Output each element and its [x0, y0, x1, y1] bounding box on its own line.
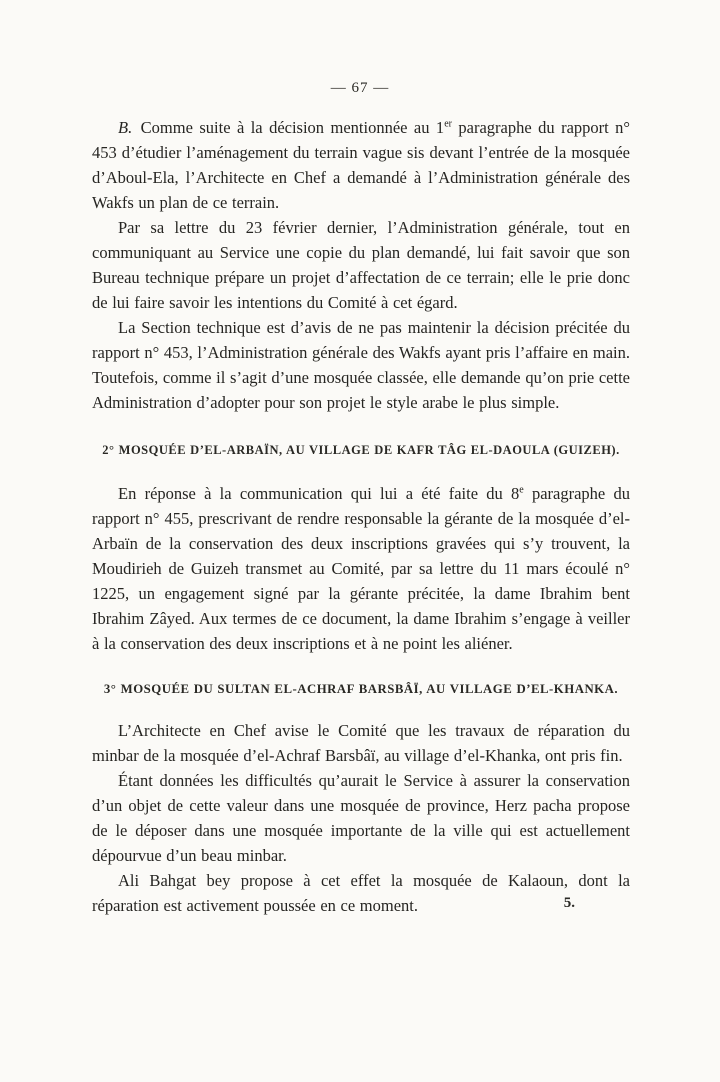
sheet-signature-mark: 5. — [563, 895, 575, 911]
paragraph: La Section technique est d’avis de ne pas maintenir la décision précitée du rapport n° 453, l’Administration générale des Wakfs ayant pris l’affaire en main. Toutefois, comme il s’agit d’une mosquée classée, elle demande qu’on prie cette Administration d’adopter pour son projet le style arabe le plus simple. — [92, 318, 630, 412]
ordinal-superscript: er — [444, 118, 452, 130]
paragraph-text: En réponse à la communication qui lui a été faite du 8 — [118, 484, 520, 503]
paragraph: L’Architecte en Chef avise le Comité que les travaux de réparation du minbar de la mosquée d’el-Achraf Barsbâï, au village d’el-Khanka, ont pris fin. — [92, 721, 630, 765]
text-block — [0, 115, 720, 915]
paragraph: Ali Bahgat bey propose à cet effet la mosquée de Kalaoun, dont la réparation est activement poussée en ce moment. — [92, 871, 630, 915]
paragraph-text: paragraphe du rapport n° 455, prescrivant de rendre responsable la gérante de la mosquée d’el-Arbaïn de la conservation des deux inscriptions gravées qui s’y trouvent, la Moudirieh de Guizeh transmet au Comité, par sa lettre du 11 mars écoulé n° 1225, un engagement signé par la gérante précitée, la dame Ibrahim bent Ibrahim Zâyed. Aux termes de ce document, la dame Ibrahim s’engage à veiller à la conservation des deux inscriptions et à ne point les aliéner. — [92, 484, 630, 653]
paragraph — [92, 481, 630, 656]
paragraph: Par sa lettre du 23 février dernier, l’Administration générale, tout en communiquant au Service une copie du plan demandé, lui fait savoir que son Bureau technique prépare un projet d’affectation de ce terrain; elle le prie donc de lui faire savoir les intentions du Comité à cet égard. — [92, 218, 630, 312]
paragraph-lead-letter: B. — [118, 118, 133, 137]
paragraph-text: paragraphe du rapport n° 453 d’étudier l’aménagement du terrain vague sis devant l’entrée de la mosquée d’Aboul-Ela, l’Architecte en Chef a demandé à l’Administration générale des Wakfs un plan de ce terrain. — [92, 118, 631, 212]
section-heading-mosquee-barsbai: 3° MOSQUÉE DU SULTAN EL-ACHRAF BARSBÂÏ, AU VILLAGE D’EL-KHANKA. — [103, 682, 619, 696]
section-heading-mosquee-el-arbain: 2° MOSQUÉE D’EL-ARBAÏN, AU VILLAGE DE KAFR TÂG EL-DAOULA (GUIZEH). — [102, 443, 620, 457]
paragraph-b — [92, 115, 630, 215]
ordinal-superscript: e — [519, 484, 524, 496]
paragraph: Étant données les difficultés qu’aurait le Service à assurer la conservation d’un objet de cette valeur dans une mosquée de province, Herz pacha propose de le déposer dans une mosquée importante de la ville qui est actuellement dépourvue d’un beau minbar. — [92, 771, 630, 865]
paragraph-text: Comme suite à la décision mentionnée au 1 — [140, 118, 445, 137]
page-number: — 67 — — [330, 80, 390, 96]
